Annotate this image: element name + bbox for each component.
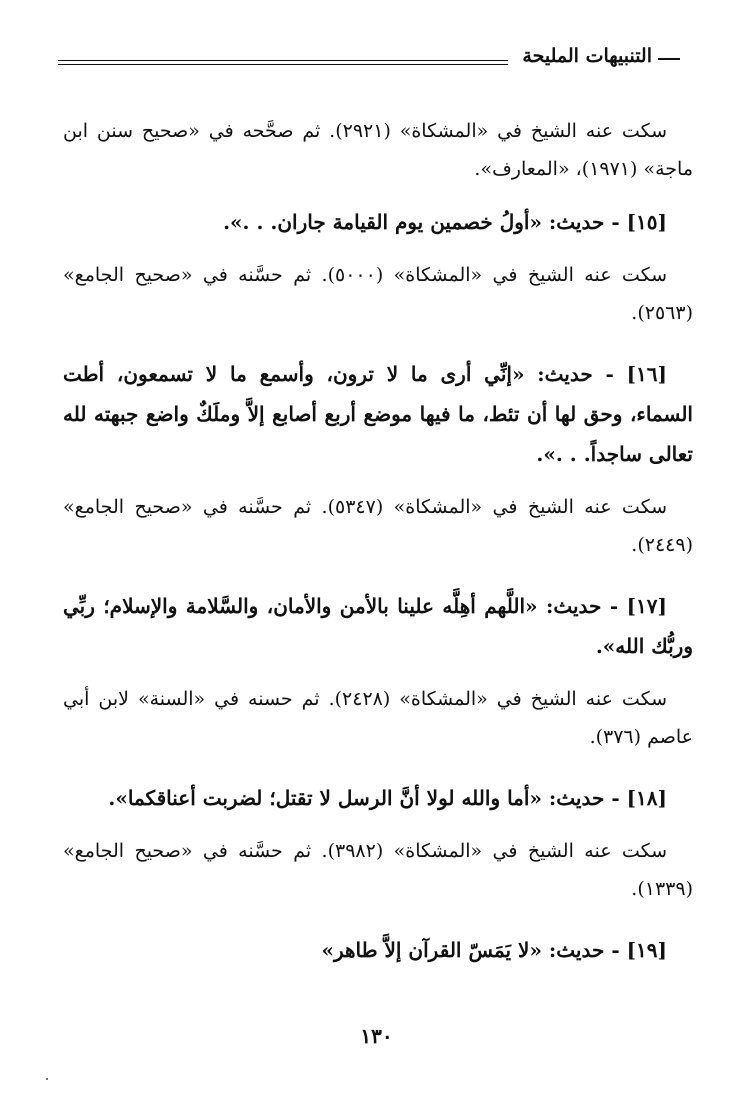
commentary-paragraph: سكت عنه الشيخ في «المشكاة» (٥٣٤٧). ثم حسَّنه في «صحيح الجامع» (٢٤٤٩).: [63, 496, 693, 556]
commentary-paragraph: سكت عنه الشيخ في «المشكاة» (٣٩٨٢). ثم حسَّنه في «صحيح الجامع» (١٣٣٩).: [63, 840, 693, 900]
commentary-paragraph: سكت عنه الشيخ في «المشكاة» (٢٩٢١). ثم صحَّحه في «صحيح سنن ابن ماجة» (١٩٧١)، «المعارف».: [63, 120, 693, 180]
hadith-paragraph: [١٥] - حديث: «أولُ خصمين يوم القيامة جاران. . .».: [223, 210, 667, 234]
header-dash: [658, 58, 680, 60]
header-double-rule: [58, 60, 508, 65]
commentary-paragraph: سكت عنه الشيخ في «المشكاة» (٢٤٢٨). ثم حسنه في «السنة» لابن أبي عاصم (٣٧٦).: [63, 688, 693, 748]
hadith-paragraph: [١٨] - حديث: «أما والله لولا أنَّ الرسل لا تقتل؛ لضربت أعناقكما».: [108, 786, 667, 810]
hadith-paragraph: [١٩] - حديث: «لا يَمَسّ القرآن إلاَّ طاهر»: [321, 938, 667, 962]
page-body: [63, 112, 693, 970]
running-header-title: التنبيهات المليحة: [522, 45, 652, 67]
print-speck: [46, 1078, 48, 1080]
commentary-paragraph: سكت عنه الشيخ في «المشكاة» (٥٠٠٠). ثم حسَّنه في «صحيح الجامع» (٢٥٦٣).: [63, 264, 693, 324]
hadith-paragraph: [١٦] - حديث: «إنِّي أرى ما لا ترون، وأسمع ما لا تسمعون، أطت السماء، وحق لها أن تئط، ما فيها موضع أربع أصابع إلاَّ وملَكٌ واضع جبهته لله تعالى ساجداً. . .».: [63, 362, 693, 466]
running-header: [58, 44, 680, 74]
hadith-paragraph: [١٧] - حديث: «اللَّهم أهِلَّه علينا بالأمن والأمان، والسَّلامة والإسلام؛ ربِّي وربُّك الله».: [63, 594, 693, 658]
page-number: ١٣٠: [360, 1024, 393, 1048]
